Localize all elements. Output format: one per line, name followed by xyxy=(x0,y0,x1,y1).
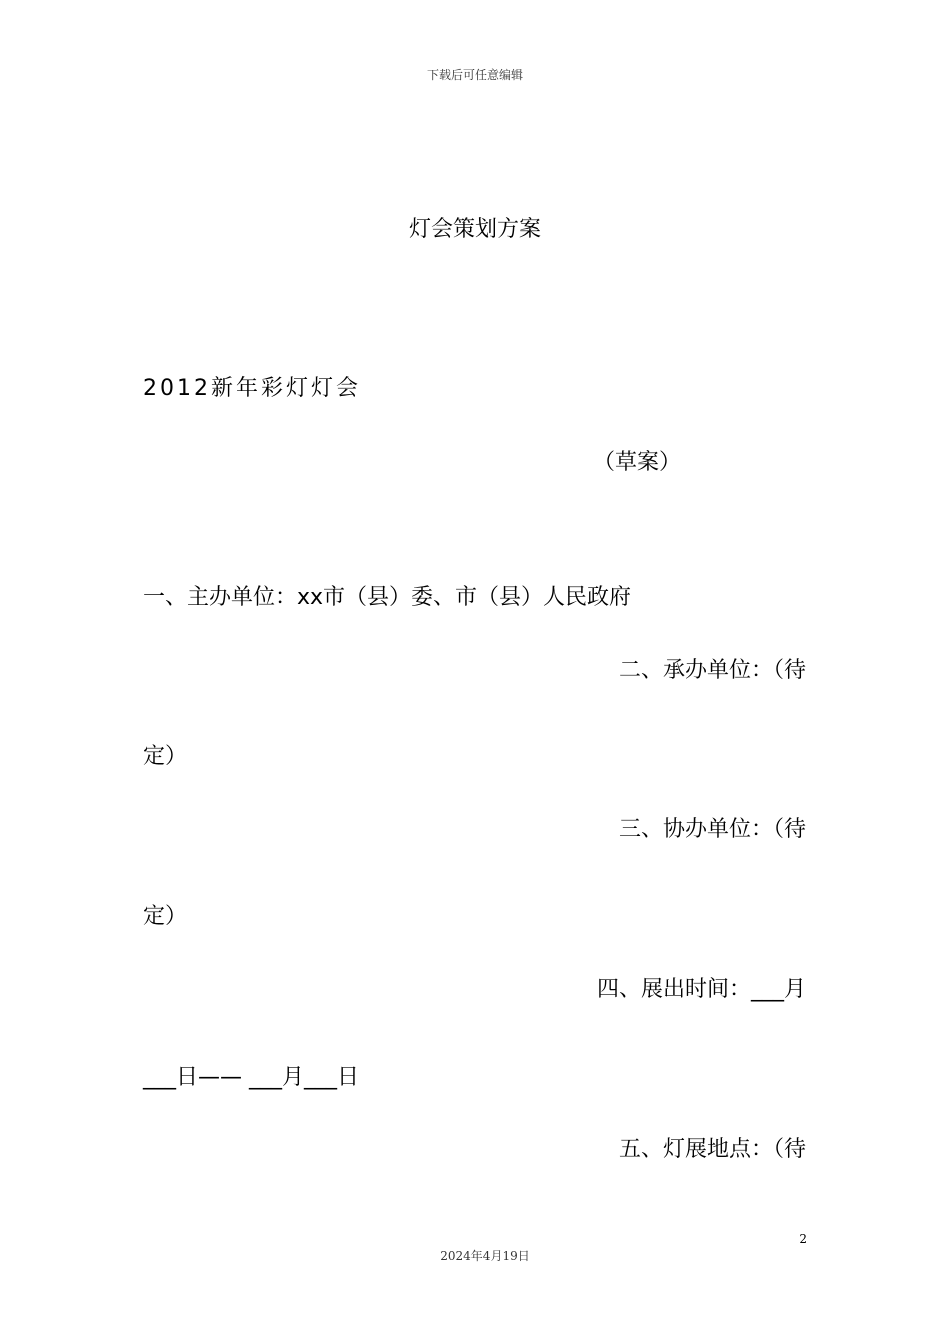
undertaker-line: 二、承办单位：（待 xyxy=(618,658,806,683)
page-header: 下载后可任意编辑 xyxy=(426,68,523,82)
organizer-line: 一、主办单位：xx市（县）委、市（县）人民政府 xyxy=(143,585,632,610)
page-footer-date: 2024年4月19日 xyxy=(440,1249,530,1263)
venue-line: 五、灯展地点：（待 xyxy=(618,1137,806,1162)
page-number: 2 xyxy=(799,1232,807,1246)
co-organizer-line: 三、协办单位：（待 xyxy=(618,817,806,842)
exhibit-time-line: 四、展出时间：___月 xyxy=(596,977,806,1002)
undertaker-line-continued: 定） xyxy=(143,744,188,769)
draft-label: （草案） xyxy=(593,450,682,475)
document-title: 灯会策划方案 xyxy=(408,217,541,242)
exhibit-time-line-continued: ___日—— ___月___日 xyxy=(143,1065,359,1090)
event-name: 2012新年彩灯灯会 xyxy=(143,376,361,401)
co-organizer-line-continued: 定） xyxy=(143,904,188,929)
